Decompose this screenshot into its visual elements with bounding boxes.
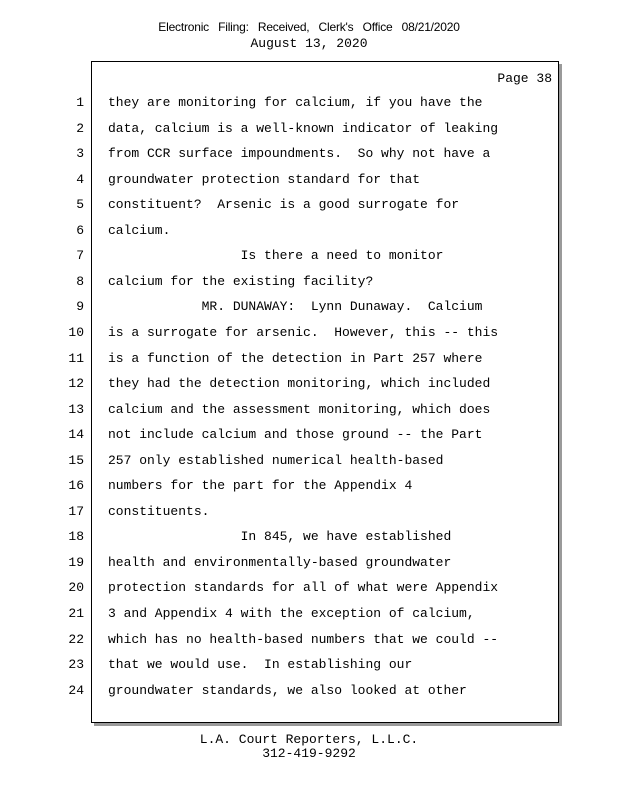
line-text: not include calcium and those ground -- the Part: [108, 427, 483, 442]
line-text: is a function of the detection in Part 257 where: [108, 351, 483, 366]
line-text: 257 only established numerical health-based: [108, 453, 444, 468]
line-number: 23: [68, 657, 84, 672]
line-number: 14: [68, 427, 84, 442]
line-text: calcium.: [108, 223, 171, 238]
line-text: calcium for the existing facility?: [108, 274, 374, 289]
line-number: 17: [68, 504, 84, 519]
line-number: 3: [76, 146, 84, 161]
line-text: MR. DUNAWAY: Lynn Dunaway. Calcium: [108, 299, 483, 314]
transcript-date: August 13, 2020: [250, 36, 368, 51]
line-text: calcium and the assessment monitoring, which does: [108, 402, 491, 417]
line-text: health and environmentally-based groundwater: [108, 555, 452, 570]
line-number: 22: [68, 632, 84, 647]
line-number: 21: [68, 606, 84, 621]
line-text: In 845, we have established: [108, 529, 452, 544]
line-number: 18: [68, 529, 84, 544]
line-text: constituent? Arsenic is a good surrogate for: [108, 197, 460, 212]
line-number: 4: [76, 172, 84, 187]
line-number: 1: [76, 95, 84, 110]
line-text: data, calcium is a well-known indicator of leaking: [108, 121, 499, 136]
line-text: which has no health-based numbers that we could --: [108, 632, 499, 647]
line-text: is a surrogate for arsenic. However, this -- this: [108, 325, 499, 340]
filing-stamp: Electronic Filing: Received, Clerk's Office 08/21/2020: [158, 20, 460, 34]
line-number: 13: [68, 402, 84, 417]
line-text: they had the detection monitoring, which included: [108, 376, 491, 391]
line-number: 9: [76, 299, 84, 314]
footer: [0, 733, 618, 761]
line-text: 3 and Appendix 4 with the exception of calcium,: [108, 606, 475, 621]
line-number: 12: [68, 376, 84, 391]
line-text: they are monitoring for calcium, if you have the: [108, 95, 483, 110]
line-text: constituents.: [108, 504, 210, 519]
line-number: 15: [68, 453, 84, 468]
line-text: groundwater protection standard for that: [108, 172, 421, 187]
reporter-phone: 312-419-9292: [262, 746, 356, 761]
line-number: 19: [68, 555, 84, 570]
line-text: protection standards for all of what were Appendix: [108, 580, 499, 595]
line-number: 11: [68, 351, 84, 366]
line-text: numbers for the part for the Appendix 4: [108, 478, 413, 493]
line-text: that we would use. In establishing our: [108, 657, 413, 672]
line-number: 5: [76, 197, 84, 212]
line-number: 10: [68, 325, 84, 340]
line-number: 20: [68, 580, 84, 595]
line-number: 8: [76, 274, 84, 289]
page-number: Page 38: [497, 71, 552, 86]
line-text: groundwater standards, we also looked at other: [108, 683, 467, 698]
line-number: 16: [68, 478, 84, 493]
line-number: 7: [76, 248, 84, 263]
line-number: 6: [76, 223, 84, 238]
line-text: Is there a need to monitor: [108, 248, 444, 263]
line-text: from CCR surface impoundments. So why not have a: [108, 146, 491, 161]
line-number: 24: [68, 683, 84, 698]
reporter-company: L.A. Court Reporters, L.L.C.: [199, 732, 419, 747]
line-number: 2: [76, 121, 84, 136]
